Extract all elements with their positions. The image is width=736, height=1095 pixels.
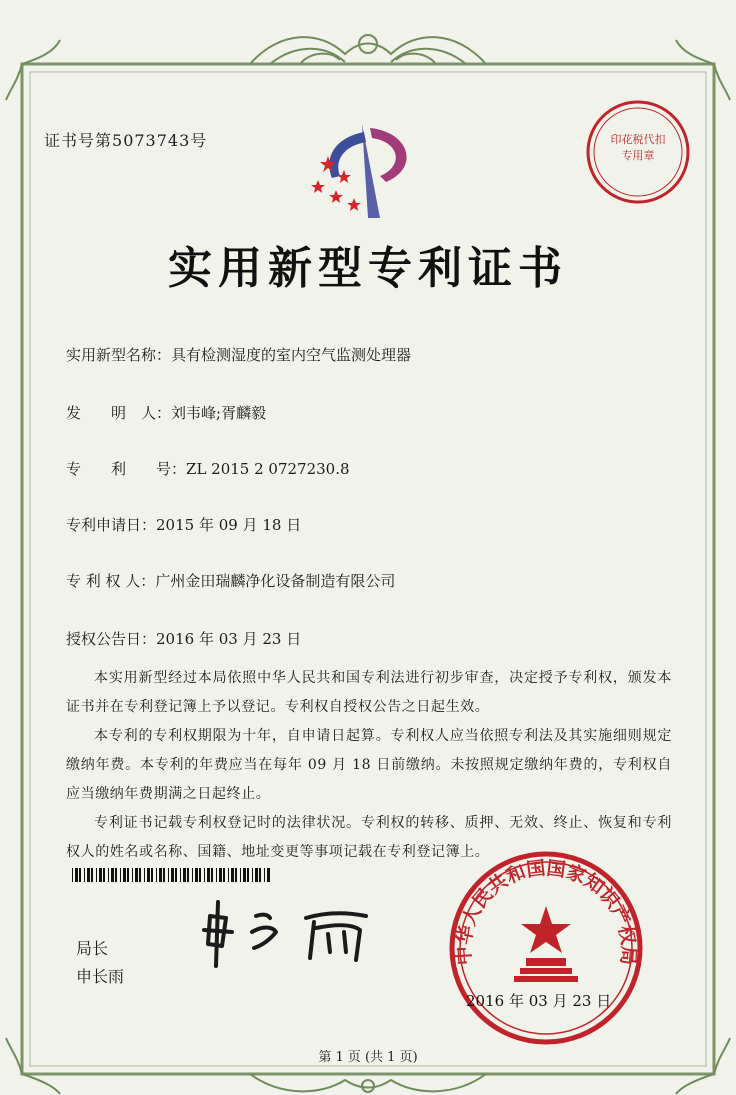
certificate-body bbox=[66, 664, 672, 867]
signatory-name: 申长雨 bbox=[76, 967, 125, 986]
barcode-bar bbox=[103, 868, 105, 882]
barcode-bar bbox=[192, 868, 193, 882]
barcode-bar bbox=[108, 868, 109, 882]
barcode-bar bbox=[252, 868, 253, 882]
barcode-bar bbox=[87, 868, 90, 882]
barcode-bar bbox=[168, 868, 169, 882]
barcode-bar bbox=[127, 868, 129, 882]
barcode-bar bbox=[187, 868, 189, 882]
barcode-bar bbox=[84, 868, 85, 882]
field-utility-model-name: 实用新型名称：具有检测湿度的室内空气监测处理器 bbox=[66, 346, 412, 364]
barcode-bar bbox=[99, 868, 102, 882]
barcode-bar bbox=[135, 868, 138, 882]
barcode-bar bbox=[111, 868, 114, 882]
body-paragraph: 专利证书记载专利权登记时的法律状况。专利权的转移、质押、无效、终止、恢复和专利权人的姓名或名称、国籍、地址变更等事项记载在专利登记簿上。 bbox=[66, 815, 672, 860]
barcode-bar bbox=[72, 868, 73, 882]
barcode-bar bbox=[120, 868, 121, 882]
barcode-bar bbox=[211, 868, 213, 882]
barcode-bar bbox=[91, 868, 93, 882]
sipo-emblem-icon bbox=[300, 118, 440, 228]
barcode-bar bbox=[264, 868, 265, 882]
official-seal-text: 中华人民共和国国家知识产权局 bbox=[452, 857, 640, 966]
barcode-bar bbox=[144, 868, 145, 882]
barcode-bar bbox=[259, 868, 261, 882]
certificate-title: 实用新型专利证书 bbox=[168, 243, 568, 294]
barcode-bar bbox=[183, 868, 186, 882]
barcode-bar bbox=[255, 868, 258, 882]
field-patentee: 专 利 权 人：广州金田瑞麟净化设备制造有限公司 bbox=[66, 572, 396, 590]
seal-date: 2016 年 03 月 23 日 bbox=[466, 992, 612, 1010]
handwritten-signature bbox=[196, 896, 386, 976]
barcode-bar bbox=[139, 868, 141, 882]
barcode-bar bbox=[243, 868, 246, 882]
barcode-bar bbox=[115, 868, 117, 882]
barcode-bar bbox=[175, 868, 177, 882]
barcode-bar bbox=[96, 868, 97, 882]
barcode-bar bbox=[199, 868, 201, 882]
barcode-bar bbox=[151, 868, 153, 882]
body-paragraph: 本实用新型经过本局依照中华人民共和国专利法进行初步审查，决定授予专利权，颁发本证书并在专利登记簿上予以登记。专利权自授权公告之日起生效。 bbox=[66, 670, 672, 715]
barcode-bar bbox=[235, 868, 237, 882]
stamp-duty-seal-text: 印花税代扣专用章 bbox=[610, 133, 666, 162]
barcode-bar bbox=[195, 868, 198, 882]
signatory-title: 局长 bbox=[76, 939, 109, 958]
barcode-bar bbox=[231, 868, 234, 882]
barcode-bar bbox=[75, 868, 78, 882]
field-inventor: 发 明 人：刘韦峰;胥麟毅 bbox=[66, 404, 267, 422]
field-application-date: 专利申请日：2015 年 09 月 18 日 bbox=[66, 516, 302, 534]
barcode-bar bbox=[247, 868, 249, 882]
barcode-bar bbox=[216, 868, 217, 882]
official-seal bbox=[446, 848, 646, 1048]
barcode-bar bbox=[180, 868, 181, 882]
barcode-bar bbox=[171, 868, 174, 882]
barcode-bar bbox=[204, 868, 205, 882]
barcode-bar bbox=[207, 868, 210, 882]
page-footer: 第 1 页 (共 1 页) bbox=[318, 1050, 418, 1065]
barcode bbox=[72, 868, 272, 882]
barcode-bar bbox=[147, 868, 150, 882]
field-patent-number: 专 利 号：ZL 2015 2 0727230.8 bbox=[66, 460, 350, 478]
barcode-bar bbox=[123, 868, 126, 882]
barcode-bar bbox=[132, 868, 133, 882]
field-grant-date: 授权公告日：2016 年 03 月 23 日 bbox=[66, 630, 302, 648]
barcode-bar bbox=[240, 868, 241, 882]
barcode-bar bbox=[159, 868, 162, 882]
barcode-bar bbox=[156, 868, 157, 882]
barcode-bar bbox=[223, 868, 225, 882]
barcode-bar bbox=[219, 868, 222, 882]
certificate-number: 证书号第5073743号 bbox=[44, 131, 208, 150]
body-paragraph: 本专利的专利权期限为十年，自申请日起算。专利权人应当依照专利法及其实施细则规定缴纳年费。本专利的年费应当在每年 09 月 18 日前缴纳。未按照规定缴纳年费的，专利权自应当缴纳年费期满之日起终止。 bbox=[66, 728, 672, 802]
barcode-bar bbox=[163, 868, 165, 882]
barcode-bar bbox=[228, 868, 229, 882]
barcode-bar bbox=[79, 868, 81, 882]
barcode-bar bbox=[267, 868, 270, 882]
